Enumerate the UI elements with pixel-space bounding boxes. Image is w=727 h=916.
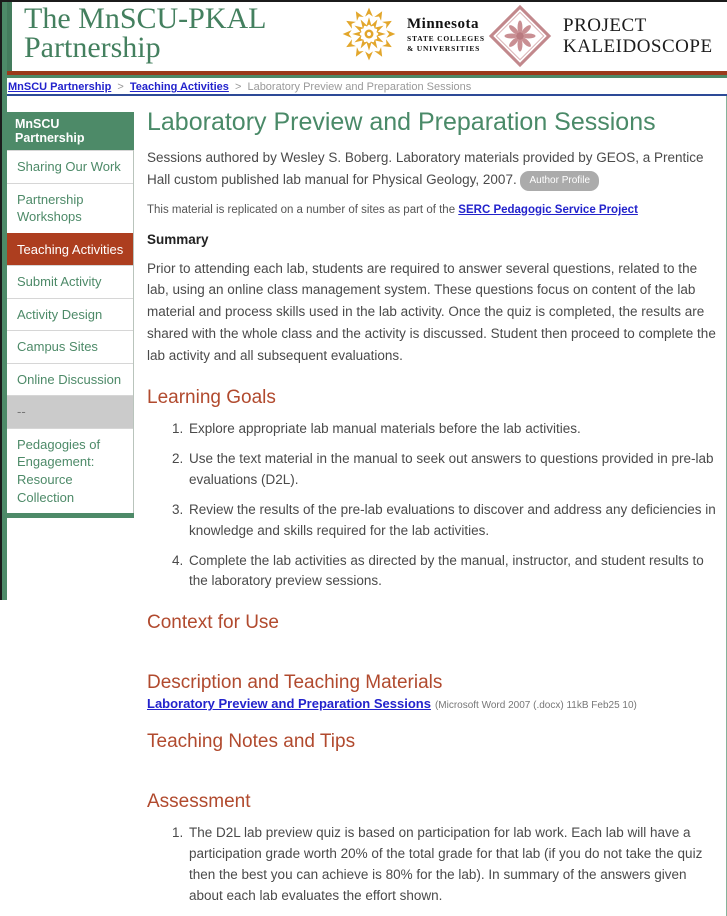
page-left-edge: [0, 0, 2, 600]
mnscu-starburst-icon: [341, 5, 397, 63]
learning-goal-item: 4. Complete the lab activities as directed by the manual, instructor, and student results to the laboratory preview sessions.: [187, 551, 716, 593]
sidebar-item-label: Submit Activity: [17, 274, 102, 290]
pkal-logo-line2: KALEIDOSCOPE: [563, 36, 713, 57]
summary-paragraph: Prior to attending each lab, students are required to answer several questions, related to the lab, using an online class management system. These questions focus on content of the lab material and process skills used in the lab activity. Once the quiz is completed, the results are shared with the whole class and the activity is discussed. Student then proceed to complete the lab activity and all subsequent evaluations.: [147, 260, 716, 364]
breadcrumb-separator: >: [117, 81, 124, 93]
sidebar-item[interactable]: [7, 150, 133, 183]
breadcrumb-separator: >: [234, 81, 242, 93]
learning-goals-heading: Learning Goals: [147, 386, 276, 408]
page-title: Laboratory Preview and Preparation Sessions: [147, 108, 656, 136]
page-top-edge: [0, 0, 727, 2]
learning-goal-item: 2. Use the text material in the manual to seek out answers to questions provided in pre-lab evaluations (D2L).: [187, 449, 716, 491]
learning-goal-item: 3. Review the results of the pre-lab evaluations to discover and address any deficiencies in knowledge and skills required for the lab activities.: [187, 500, 716, 542]
mnscu-logo: [341, 5, 485, 63]
assessment-heading: Assessment: [147, 791, 251, 813]
page-left-green-border: [2, 0, 7, 600]
breadcrumb-current: Laboratory Preview and Preparation Sessions: [247, 81, 472, 93]
breadcrumb: [0, 78, 727, 96]
replication-note-text: This material is replicated on a number of sites as part of the: [147, 203, 459, 216]
pkal-logo-line1: PROJECT: [563, 14, 647, 36]
sidebar-item[interactable]: [7, 363, 133, 396]
teaching-notes-empty-gap: [147, 753, 716, 771]
sidebar-item-label: Campus Sites: [17, 339, 98, 355]
pkal-logo-text: [563, 15, 713, 58]
mnscu-logo-name: Minnesota: [407, 15, 479, 32]
sidebar-item-label: Partnership Workshops: [17, 191, 84, 225]
context-empty-gap: [147, 634, 716, 652]
main-content: [147, 96, 727, 916]
sidebar-item-label: Online Discussion: [17, 371, 122, 387]
description-materials-heading: Description and Teaching Materials: [147, 672, 443, 694]
breadcrumb-link-teaching-activities[interactable]: Teaching Activities: [129, 81, 229, 93]
assessment-item: 1. The D2L lab preview quiz is based on participation for lab work. Each lab will have a participation grade worth 20% of the total grade for that lab (if you do not take the quiz then the best you can achieve is 80% for the lab). In summary of the answers given about each lab evaluates the effort shown.: [187, 823, 716, 907]
sidebar-item-label: Teaching Activities: [17, 241, 124, 257]
sidebar-item[interactable]: [7, 265, 133, 298]
sidebar-item-label: Activity Design: [17, 306, 103, 322]
lab-preview-docx-link[interactable]: Laboratory Preview and Preparation Sessions: [147, 696, 431, 712]
mnscu-logo-line3: & UNIVERSITIES: [407, 43, 481, 53]
sidebar-item[interactable]: [7, 298, 133, 331]
mnscu-logo-line2: STATE COLLEGES: [407, 33, 485, 43]
byline-text: Sessions authored by Wesley S. Boberg. Laboratory materials provided by GEOS, a Prentice Hall custom published lab manual for Physical Geology, 2007.: [147, 150, 704, 187]
sidebar-title: MnSCU Partnership: [7, 112, 134, 150]
sidebar-bottom-bar: [7, 513, 134, 518]
sidebar-item-label: Sharing Our Work: [17, 159, 121, 174]
sidebar-item[interactable]: [7, 233, 133, 266]
replication-note: [147, 204, 716, 216]
sidebar-item[interactable]: [7, 428, 133, 513]
sidebar-item[interactable]: [7, 330, 133, 363]
learning-goals-list: [187, 419, 716, 592]
teaching-notes-heading: Teaching Notes and Tips: [147, 731, 356, 753]
serc-pedagogic-service-link[interactable]: SERC Pedagogic Service Project: [458, 203, 638, 216]
sidebar: [7, 112, 134, 518]
sidebar-nav-list: [7, 150, 134, 513]
pkal-kaleidoscope-icon: [489, 5, 551, 67]
sidebar-item-label: --: [17, 404, 26, 420]
teaching-material-line: [147, 696, 716, 711]
assessment-list: [187, 823, 716, 907]
site-title-line1: The MnSCU-PKAL: [24, 2, 267, 35]
breadcrumb-link-mnscu-partnership[interactable]: MnSCU Partnership: [8, 81, 112, 93]
summary-heading: Summary: [147, 231, 209, 247]
sidebar-item[interactable]: [7, 395, 133, 428]
site-title-link[interactable]: [24, 2, 267, 64]
learning-goal-item: 1. Explore appropriate lab manual materials before the lab activities.: [187, 419, 716, 440]
mnscu-logo-text: [407, 16, 485, 53]
sidebar-item-label: Pedagogies of Engagement: Resource Collection: [17, 436, 101, 505]
sidebar-item[interactable]: [7, 183, 133, 233]
context-for-use-heading: Context for Use: [147, 612, 279, 634]
author-profile-badge[interactable]: Author Profile: [520, 171, 599, 191]
content-area: [0, 96, 727, 916]
site-header: [0, 0, 727, 71]
site-title[interactable]: [24, 4, 267, 63]
pkal-logo: [489, 5, 713, 67]
docx-file-meta: (Microsoft Word 2007 (.docx) 11kB Feb25 10): [434, 700, 637, 712]
byline: [147, 147, 716, 191]
site-title-line2: Partnership: [24, 31, 161, 65]
